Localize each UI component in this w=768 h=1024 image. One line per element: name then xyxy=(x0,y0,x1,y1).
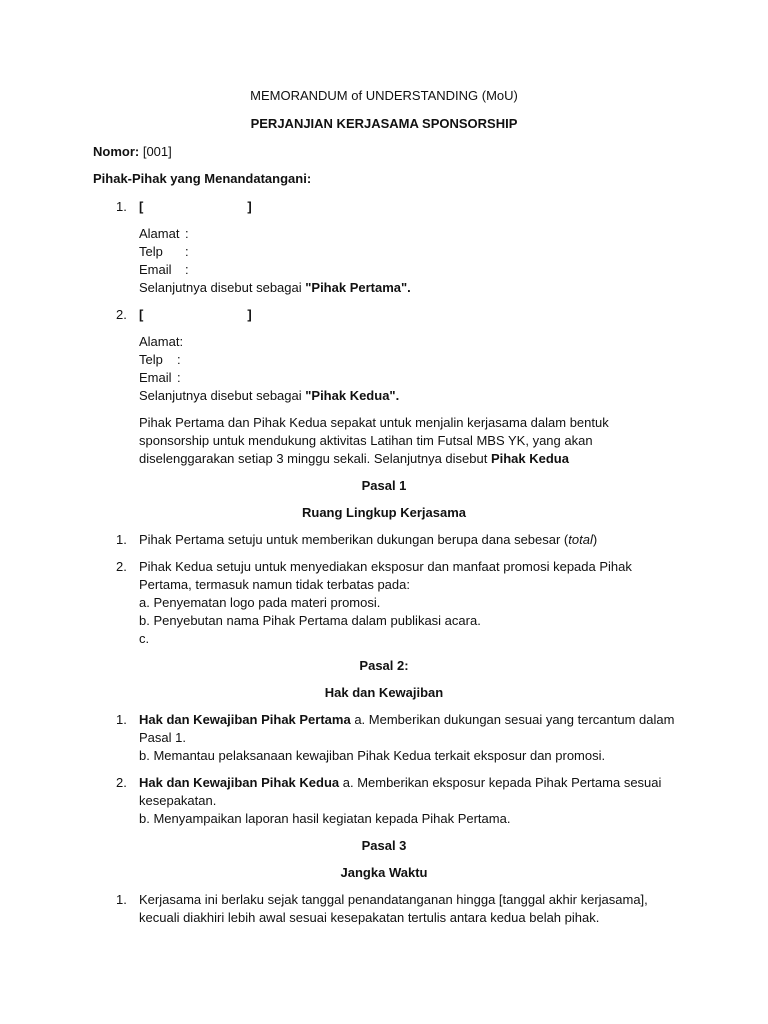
party2-close-bracket: ] xyxy=(247,307,252,322)
party2-email-colon: : xyxy=(177,370,181,385)
party2-alias-line xyxy=(139,387,399,405)
document-subtitle: PERJANJIAN KERJASAMA SPONSORSHIP xyxy=(250,116,518,131)
party1-alias-line xyxy=(139,279,411,297)
party2-open-bracket: [ xyxy=(139,307,144,322)
nomor-label: Nomor: xyxy=(93,144,140,159)
party1-alias: "Pihak Pertama". xyxy=(305,280,411,295)
pasal2-item2-number: 2. xyxy=(116,775,127,790)
party1-name-placeholder xyxy=(139,198,252,216)
pasal1-item1-text: Pihak Pertama setuju untuk memberikan dukungan berupa dana sebesar ( xyxy=(139,532,569,547)
party1-open-bracket: [ xyxy=(139,199,144,214)
party2-telp-colon: : xyxy=(177,352,181,367)
party1-telp-colon: : xyxy=(185,244,189,259)
pasal1-item1-close: ) xyxy=(592,532,598,547)
document-title: MEMORANDUM of UNDERSTANDING (MoU) xyxy=(250,88,518,103)
pasal3-title: Jangka Waktu xyxy=(340,865,428,880)
agreement-line-2: sponsorship untuk mendukung aktivitas Latihan tim Futsal MBS YK, yang akan xyxy=(139,433,593,448)
pasal1-item2-c: c. xyxy=(139,631,150,646)
agreement-line-1: Pihak Pertama dan Pihak Kedua sepakat untuk menjalin kerjasama dalam bentuk xyxy=(139,415,609,430)
pasal2-item2-text: a. Memberikan eksposur kepada Pihak Pertama sesuai xyxy=(339,775,662,790)
pasal1-title: Ruang Lingkup Kerjasama xyxy=(302,505,466,520)
nomor-value: [001] xyxy=(142,144,172,159)
pasal2-item1-line-1 xyxy=(139,711,674,729)
party1-alamat-colon: : xyxy=(185,226,189,241)
pasal2-title: Hak dan Kewajiban xyxy=(324,685,444,700)
party2-alamat: Alamat: xyxy=(139,334,184,349)
party1-alias-intro: Selanjutnya disebut sebagai xyxy=(139,280,306,295)
party1-alamat-label: Alamat xyxy=(139,226,180,241)
pasal1-item2-b: b. Penyebutan nama Pihak Pertama dalam publikasi acara. xyxy=(139,613,481,628)
party2-email xyxy=(139,369,181,387)
pasal2-item1-text: a. Memberikan dukungan sesuai yang tercantum dalam xyxy=(350,712,675,727)
pasal1-item2-number: 2. xyxy=(116,559,127,574)
party1-email xyxy=(139,261,189,279)
pasal1-item1-italic: total xyxy=(568,532,593,547)
agreement-line-3-bold: Pihak Kedua xyxy=(490,451,569,466)
pasal2-item2-line-1 xyxy=(139,774,661,792)
pasal3-heading: Pasal 3 xyxy=(361,838,407,853)
party1-email-label: Email xyxy=(139,262,172,277)
party2-email-label: Email xyxy=(139,370,172,385)
party1-alamat xyxy=(139,225,189,243)
pasal2-item1-bold: Hak dan Kewajiban Pihak Pertama xyxy=(139,712,351,727)
pasal1-item2-a: a. Penyematan logo pada materi promosi. xyxy=(139,595,381,610)
party1-number: 1. xyxy=(116,199,127,214)
pasal2-item1-number: 1. xyxy=(116,712,127,727)
pasal2-heading: Pasal 2: xyxy=(359,658,409,673)
pasal3-item1-number: 1. xyxy=(116,892,127,907)
party2-alias: "Pihak Kedua". xyxy=(305,388,400,403)
party1-close-bracket: ] xyxy=(247,199,252,214)
pasal1-item2-line-1: Pihak Kedua setuju untuk menyediakan eksposur dan manfaat promosi kepada Pihak xyxy=(139,559,632,574)
party2-alias-intro: Selanjutnya disebut sebagai xyxy=(139,388,306,403)
pasal2-item1-line-3: b. Memantau pelaksanaan kewajiban Pihak Kedua terkait eksposur dan promosi. xyxy=(139,748,606,763)
pasal3-item1-line-2: kecuali diakhiri lebih awal sesuai kesepakatan tertulis antara kedua belah pihak. xyxy=(139,910,600,925)
party2-name-placeholder xyxy=(139,306,252,324)
party1-telp-label: Telp xyxy=(139,244,163,259)
agreement-line-3-text: diselenggarakan setiap 3 minggu sekali. Selanjutnya disebut xyxy=(139,451,491,466)
party1-telp xyxy=(139,243,189,261)
pasal1-item2-line-2: Pertama, termasuk namun tidak terbatas pada: xyxy=(139,577,410,592)
party2-number: 2. xyxy=(116,307,127,322)
party2-telp xyxy=(139,351,181,369)
parties-heading: Pihak-Pihak yang Menandatangani: xyxy=(93,171,312,186)
pasal1-item1-number: 1. xyxy=(116,532,127,547)
pasal3-item1-line-1: Kerjasama ini berlaku sejak tanggal penandatanganan hingga [tanggal akhir kerjasama], xyxy=(139,892,648,907)
pasal2-item2-line-2: kesepakatan. xyxy=(139,793,217,808)
pasal2-item1-line-2: Pasal 1. xyxy=(139,730,186,745)
pasal2-item2-bold: Hak dan Kewajiban Pihak Kedua xyxy=(139,775,340,790)
party1-email-colon: : xyxy=(185,262,189,277)
nomor-line xyxy=(93,143,172,161)
pasal1-heading: Pasal 1 xyxy=(361,478,407,493)
agreement-line-3 xyxy=(139,450,569,468)
pasal1-item1 xyxy=(139,531,597,549)
pasal2-item2-line-3: b. Menyampaikan laporan hasil kegiatan kepada Pihak Pertama. xyxy=(139,811,511,826)
party2-telp-label: Telp xyxy=(139,352,163,367)
